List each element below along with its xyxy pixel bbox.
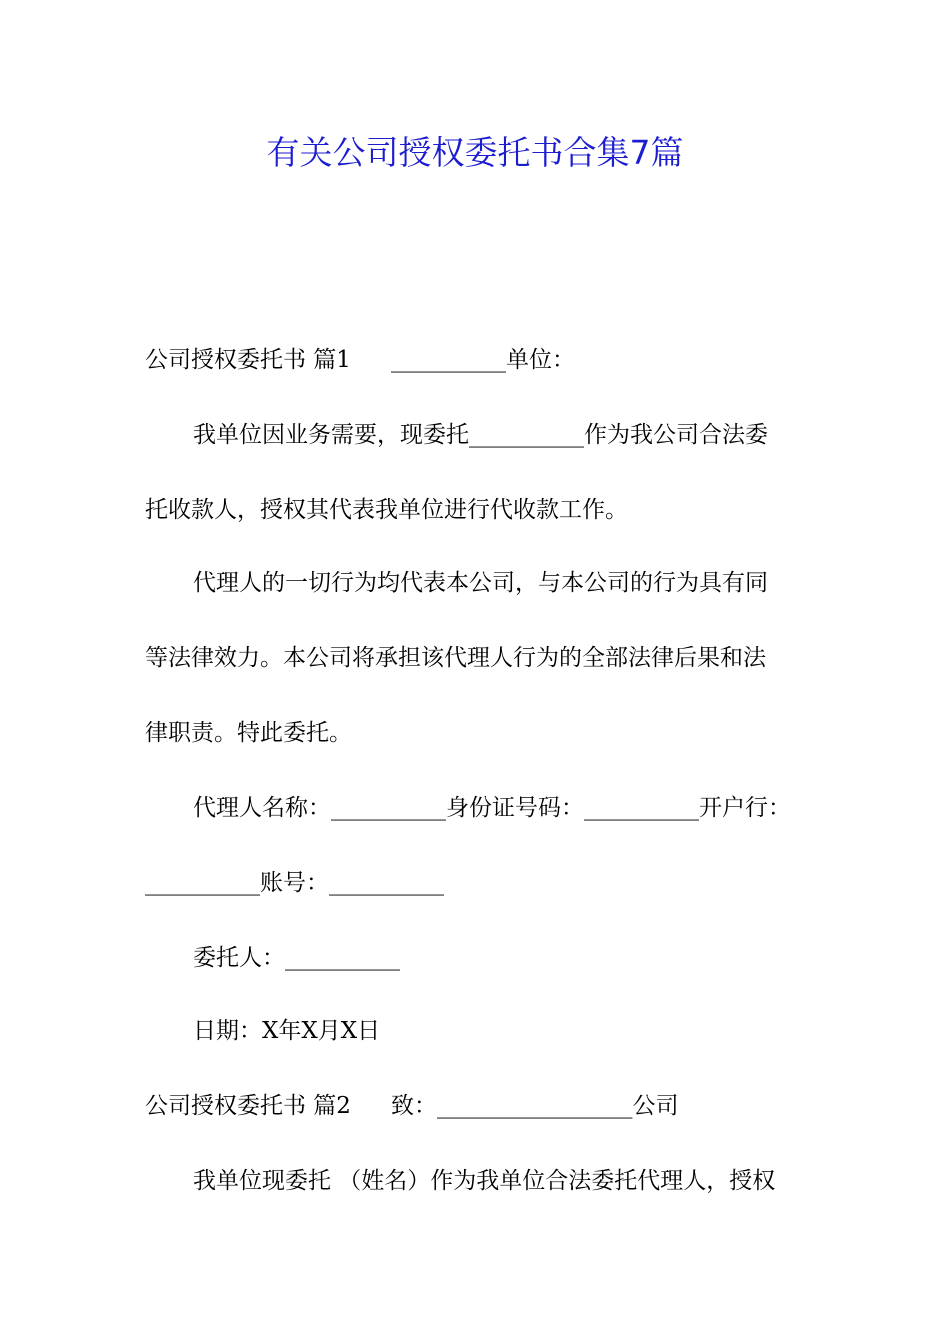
section1-para2-line3: 律职责。特此委托。 [145, 720, 352, 746]
section2-heading: 公司授权委托书 篇2 [145, 1093, 351, 1119]
section1-fields-line2: __________账号：__________ [145, 870, 444, 896]
section1-heading: 公司授权委托书 篇1 [145, 347, 351, 373]
section2-para1-line1: 我单位现委托 （姓名）作为我单位合法委托代理人，授权 [193, 1168, 776, 1194]
section1-para1-line1: 我单位因业务需要，现委托__________作为我公司合法委 [193, 422, 768, 448]
section1-para1-line2: 托收款人，授权其代表我单位进行代收款工作。 [145, 497, 628, 523]
section1-heading-line [145, 340, 575, 380]
section1-para2-line1: 代理人的一切行为均代表本公司，与本公司的行为具有同 [193, 570, 768, 596]
document-title: 有关公司授权委托书合集7篇 [266, 133, 684, 172]
section1-fields-line1: 代理人名称：__________身份证号码：__________开户行： [193, 795, 791, 821]
section2-heading-line [145, 1086, 678, 1126]
section1-date: 日期：X年X月X日 [193, 1018, 381, 1044]
section1-heading-suffix: __________单位： [390, 347, 575, 373]
section2-heading-suffix: 致：_________________公司 [390, 1093, 679, 1119]
section1-principal: 委托人：__________ [193, 945, 400, 971]
section1-para2-line2: 等法律效力。本公司将承担该代理人行为的全部法律后果和法 [145, 645, 766, 671]
